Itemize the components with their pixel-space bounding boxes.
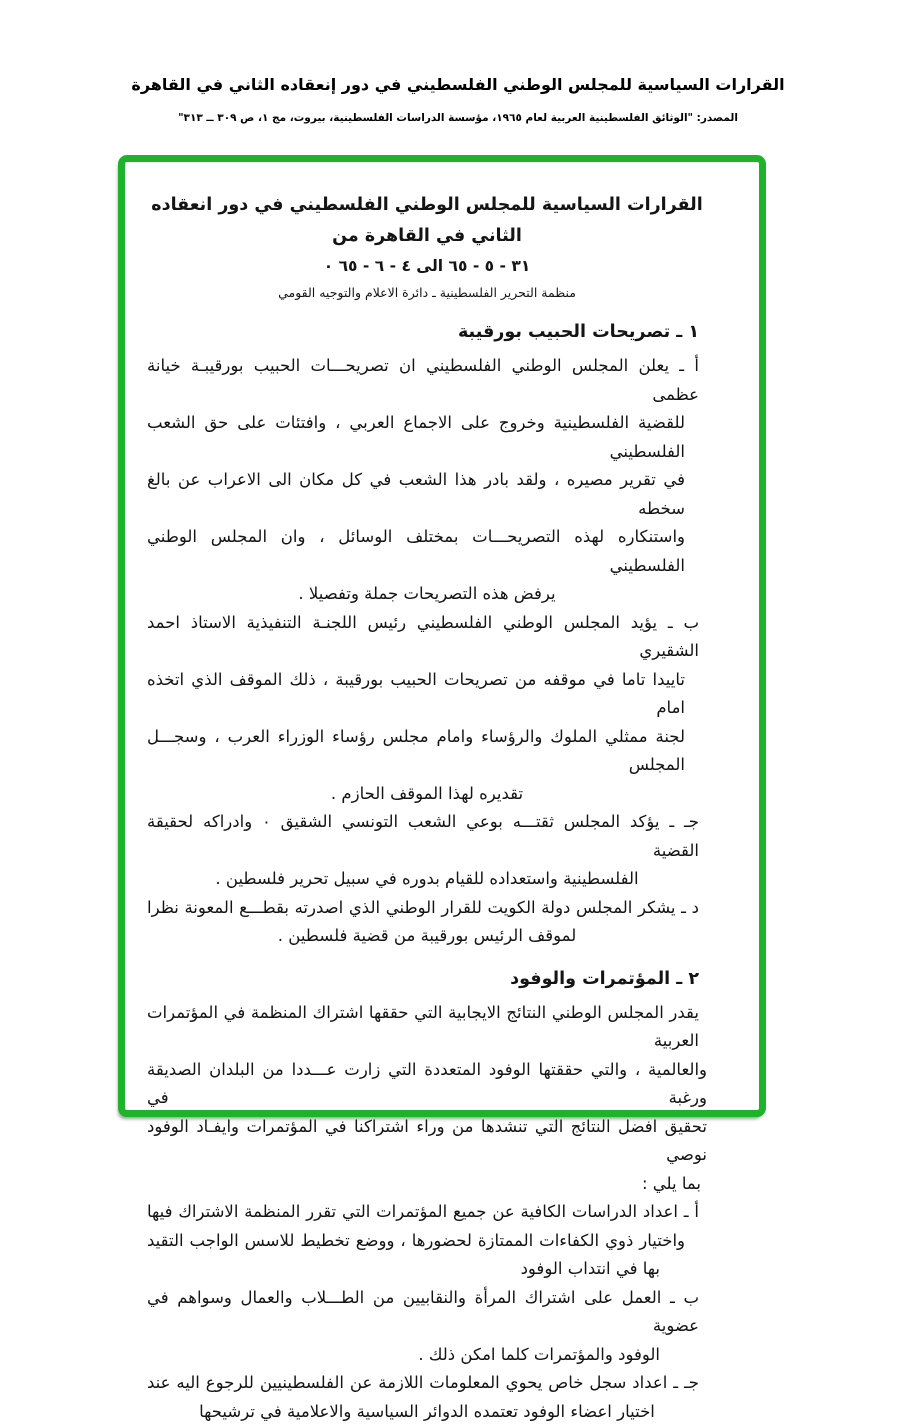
s2-intro-line-2: والعالمية ، والتي حققتها الوفود المتعددة التي زارت عـــددا من البلدان الصديقة ورغبة في (147, 1056, 707, 1113)
s2-item-j-line-2: اختيار اعضاء الوفود تعتمده الدوائر السياسية والاعلامية في ترشيحها (147, 1398, 707, 1426)
s2-intro-line-1: يقدر المجلس الوطني النتائج الايجابية التي حققها اشتراك المنظمة في المؤتمرات العربية (147, 999, 707, 1056)
s1-item-d-line-2: لموقف الرئيس بورقيبة من قضية فلسطين . (147, 922, 707, 951)
s1-item-j-line-2: الفلسطينية واستعداده للقيام بدوره في سبيل تحرير فلسطين . (147, 865, 707, 894)
s1-item-b-line-3: لجنة ممثلي الملوك والرؤساء وامام مجلس رؤساء الوزراء العرب ، وسجـــل المجلس (147, 723, 707, 780)
source-citation: المصدر: "الوثائق الفلسطينية العربية لعام ١٩٦٥، مؤسسة الدراسات الفلسطينية، بيروت، مج ١، ص ٣٠٩ ــ ٣١٣" (0, 110, 916, 126)
s2-item-a-line-1: أ ـ اعداد الدراسات الكافية عن جميع المؤتمرات التي تقرر المنظمة الاشتراك فيها (147, 1198, 707, 1227)
s1-item-b-line-1: ب ـ يؤيد المجلس الوطني الفلسطيني رئيس اللجنـة التنفيذية الاستاذ احمد الشقيري (147, 609, 707, 666)
page-header-title: القرارات السياسية للمجلس الوطني الفلسطيني في دور إنعقاده الثاني في القاهرة (0, 74, 916, 96)
highlight-border-box (118, 155, 766, 1117)
section-1-heading: ١ ـ تصريحات الحبيب بورقيبة (147, 317, 707, 347)
s2-item-a-line-3: بها في انتداب الوفود (147, 1255, 707, 1284)
s2-item-j-line-1: جـ ـ اعداد سجل خاص يحوي المعلومات اللازمة عن الفلسطينيين للرجوع اليه عند (147, 1369, 707, 1398)
s1-item-d-line-1: د ـ يشكر المجلس دولة الكويت للقرار الوطني الذي اصدرته بقطـــع المعونة نظرا (147, 894, 707, 923)
s2-intro-line-4: بما يلي : (147, 1170, 707, 1199)
s1-item-b-line-2: تاييدا تاما في موقفه من تصريحات الحبيب بورقيبة ، ذلك الموقف الذي اتخذه امام (147, 666, 707, 723)
s1-item-a-line-3: في تقرير مصيره ، ولقد بادر هذا الشعب في كل مكان الى الاعراب عن بالغ سخطه (147, 466, 707, 523)
s1-item-a-line-1: أ ـ يعلن المجلس الوطني الفلسطيني ان تصريحـــات الحبيب بورقيبـة خيانة عظمى (147, 352, 707, 409)
s1-item-a-line-2: للقضية الفلسطينية وخروج على الاجماع العربي ، وافتئات على حق الشعب الفلسطيني (147, 409, 707, 466)
s2-item-a-line-2: واختيار ذوي الكفاءات الممتازة لحضورها ، ووضع تخطيط للاسس الواجب التقيد (147, 1227, 707, 1256)
s1-item-b-line-4: تقديره لهذا الموقف الحازم . (147, 780, 707, 809)
s2-item-b-line-1: ب ـ العمل على اشتراك المرأة والنقابيين من الطـــلاب والعمال وسواهم في عضوية (147, 1284, 707, 1341)
section-2-heading: ٢ ـ المؤتمرات والوفود (147, 964, 707, 994)
s1-item-a-line-4: واستنكاره لهذه التصريحـــات بمختلف الوسائل ، وان المجلس الوطني الفلسطيني (147, 523, 707, 580)
s2-intro-line-3: تحقيق افضل النتائج التي تنشدها من وراء اشتراكنا في المؤتمرات وايفـاد الوفود نوصي (147, 1113, 707, 1170)
s1-item-a-line-5: يرفض هذه التصريحات جملة وتفصيلا . (147, 580, 707, 609)
doc-title-line: القرارات السياسية للمجلس الوطني الفلسطيني في دور انعقاده الثاني في القاهرة من (147, 190, 707, 252)
s1-item-j-line-1: جـ ـ يؤكد المجلس ثقتـــه بوعي الشعب التونسي الشقيق ٠ وادراكه لحقيقة القضية (147, 808, 707, 865)
doc-date-line: ٣١ - ٥ - ٦٥ الى ٤ - ٦ - ٦٥ ٠ (147, 252, 707, 281)
s2-item-b-line-2: الوفود والمؤتمرات كلما امكن ذلك . (147, 1341, 707, 1370)
doc-organization-line: منظمة التحرير الفلسطينية ـ دائرة الاعلام والتوجيه القومي (147, 281, 707, 304)
